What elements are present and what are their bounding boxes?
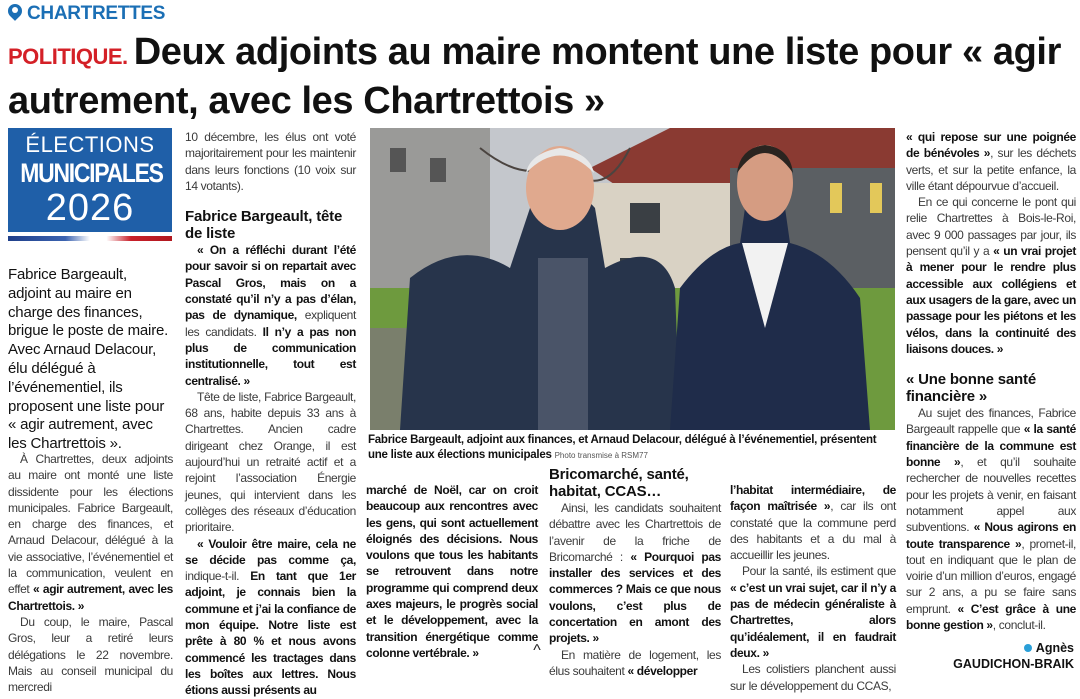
- byline: [953, 640, 1074, 672]
- paragraph: [185, 242, 356, 389]
- map-pin-icon: [8, 4, 22, 24]
- body-text: , car ils ont constaté que la commune perd des habitants et a du mal à accueillir les jeunes.: [730, 499, 896, 563]
- tricolor-stripe: [8, 236, 172, 241]
- body-text: En ce qui concerne le pont qui relie Chartrettes à Bois-le-Roi, avec 9 000 passages par jour, ils pensent qu’il y a: [906, 195, 1076, 259]
- photo-illustration: [370, 128, 895, 430]
- quote-text: « Nous agirons en toute transparence »: [906, 520, 1076, 551]
- quote-text: Il n’y a pas non plus de communication institutionnelle, tout est centralisé. »: [185, 324, 356, 388]
- quote-text: « développer: [627, 663, 698, 678]
- article-lead: Fabrice Bargeault, adjoint au maire en charge des finances, brigue le poste de maire. Avec Arnaud Delacour, élu délégué à l’événementiel, ils proposent une liste pour « agir autrement, avec les Chartrettois ».: [8, 266, 169, 453]
- article-column-6: [906, 129, 1076, 633]
- bullet-dot-icon: [1024, 644, 1032, 652]
- body-text: Ainsi, les candidats souhaitent débattre avec les Chartrettois de l’avenir de la friche de Bricomarché :: [549, 501, 721, 564]
- paragraph: [366, 482, 538, 661]
- logo-line-2: MUNICIPALES: [20, 158, 163, 188]
- headline-title: Deux adjoints au maire montent une liste pour « agir autrement, avec les Chartrettois »: [8, 31, 1061, 122]
- body-text: Pour la santé, ils estiment que: [742, 564, 896, 579]
- article-column-3: [366, 482, 538, 661]
- body-text: 10 décembre, les élus ont voté majoritairement pour les maintenir dans leurs fonctions (10 voix sur 14 votants).: [185, 130, 356, 193]
- body-text: expliquent les candidats.: [185, 308, 356, 339]
- headline: [8, 30, 1078, 123]
- paragraph: [730, 482, 896, 563]
- photo-credit: Photo transmise à RSM77: [554, 450, 648, 460]
- body-text: , promet-il, tout en indiquant que le plan de voirie d’un million d’euros, engagé sur 2 ans, a pu se faire sans emprunt.: [906, 536, 1076, 616]
- scroll-up-button[interactable]: ^: [533, 642, 541, 659]
- body-text: indique-t-il.: [185, 569, 251, 584]
- paragraph: [906, 194, 1076, 357]
- quote-text: « la santé financière de la commune est bonne »: [906, 422, 1077, 470]
- body-text: , conclut-il.: [992, 618, 1046, 633]
- paragraph: [730, 563, 896, 661]
- logo-line-3: 2026: [45, 187, 135, 229]
- paragraph: [185, 536, 356, 699]
- paragraph: [549, 500, 721, 647]
- location-label: CHARTRETTES: [27, 3, 166, 24]
- elections-logo: [8, 128, 172, 232]
- paragraph: [906, 129, 1076, 194]
- quote-text: « C’est grâce à une bonne gestion »: [906, 601, 1076, 633]
- caption-text: Fabrice Bargeault, adjoint aux finances, et Arnaud Delacour, délégué à l’événementiel, présentent une liste aux élections municipales: [368, 434, 877, 461]
- quote-text: « Pourquoi pas installer des services et des commerces ? Mais ce que nous voulons, c’est plus de concertation en amont des projets. »: [549, 549, 721, 646]
- article-column-1: [8, 451, 173, 695]
- location-tag: [8, 3, 165, 25]
- paragraph: [549, 647, 721, 680]
- logo-line-1: ÉLECTIONS: [25, 132, 155, 157]
- body-text: Tête de liste, Fabrice Bargeault, 68 ans, habite depuis 33 ans à Chartrettes. Ancien cadre dirigeant chez Orange, il est aujourd’hui un retraité actif et a rejoint l’association Énergie jeunes, qui intervient dans les collèges des réseaux d’éducation prioritaire.: [185, 389, 356, 535]
- article-column-2: [185, 129, 356, 699]
- quote-text: « agir autrement, avec les Chartrettois. »: [8, 582, 173, 613]
- byline-first-name: Agnès: [1035, 641, 1074, 655]
- article-photo: [370, 128, 895, 430]
- paragraph: [185, 389, 356, 536]
- article-column-5: [730, 482, 896, 694]
- paragraph: [8, 451, 173, 614]
- photo-caption: [368, 433, 898, 463]
- subheading: Bricomarché, santé, habitat, CCAS…: [549, 466, 689, 500]
- body-text: À Chartrettes, deux adjoints au maire ont monté une liste dissidente pour les élections municipales. Fabrice Bargeault, en charge des finances, et Arnaud Delacour, délégué à la vie associative, l’événementiel et la communication, veulent en effet: [8, 452, 173, 597]
- quote-text: « Vouloir être maire, cela ne se décide pas comme ça,: [185, 536, 356, 567]
- quote-text: « qui repose sur une poignée de bénévoles »: [906, 130, 1076, 161]
- byline-last-name: GAUDICHON-BRAIK: [953, 657, 1074, 671]
- body-text: , sur les déchets verts, et sur la petite enfance, la ville étant dépourvue d’accueil.: [906, 146, 1076, 193]
- quote-text: « un vrai projet à mener pour le rendre plus accessible aux collégiens et aux usagers de la gare, avec un passage pour les piétons et les vélos, dans la continuité des liaisons douces. »: [906, 244, 1077, 356]
- paragraph: [906, 405, 1076, 633]
- body-text: Les colistiers planchent aussi sur le développement du CCAS,: [730, 662, 896, 693]
- body-text: Du coup, le maire, Pascal Gros, leur a retiré leurs délégations le 22 novembre. Mais au conseil municipal du mercredi: [8, 614, 173, 695]
- quote-text: « On a réfléchi durant l’été pour savoir si on repartait avec Pascal Gros, mais on a constaté qu’il n’y a pas d’élan, pas de dynamique,: [185, 243, 356, 323]
- body-text: , et qu’il souhaite rechercher de nouvelles recettes pour les projets à venir, en faisant notamment appel aux subventions.: [906, 455, 1076, 535]
- article-column-4: [549, 466, 721, 679]
- subheading: Fabrice Bargeault, tête de liste: [185, 208, 343, 243]
- paragraph: [730, 661, 896, 694]
- paragraph: [185, 129, 356, 194]
- headline-kicker: POLITIQUE.: [8, 44, 128, 69]
- body-text: En matière de logement, les élus souhaitent: [549, 647, 721, 678]
- body-text: Au sujet des finances, Fabrice Bargeault rappelle que: [906, 406, 1076, 437]
- paragraph: [8, 614, 173, 695]
- quote-text: En tant que 1er adjoint, je connais bien la commune et j’ai la confiance de mon équipe. Notre liste est prête à 80 % et nous avons commencé les tractages dans les boîtes aux lettres. Nous étions aussi présents au: [185, 569, 356, 698]
- subheading: « Une bonne santé financière »: [906, 371, 1036, 406]
- quote-text: « c’est un vrai sujet, car il n’y a pas de médecin généraliste à Chartrettes, alors qu’idéalement, il en faudrait deux. »: [730, 580, 896, 660]
- quote-text: l’habitat intermédiaire, de façon maîtrisée »: [730, 483, 896, 514]
- quote-text: marché de Noël, car on croit beaucoup aux rencontres avec les gens, qui sont actuellement éloignés des décisions. Nous voulons que tous les habitants se retrouvent dans notre programme qui comprend deux axes majeurs, le progrès social et le développement, avec la transition énergétique comme colonne vertébrale. »: [366, 483, 538, 660]
